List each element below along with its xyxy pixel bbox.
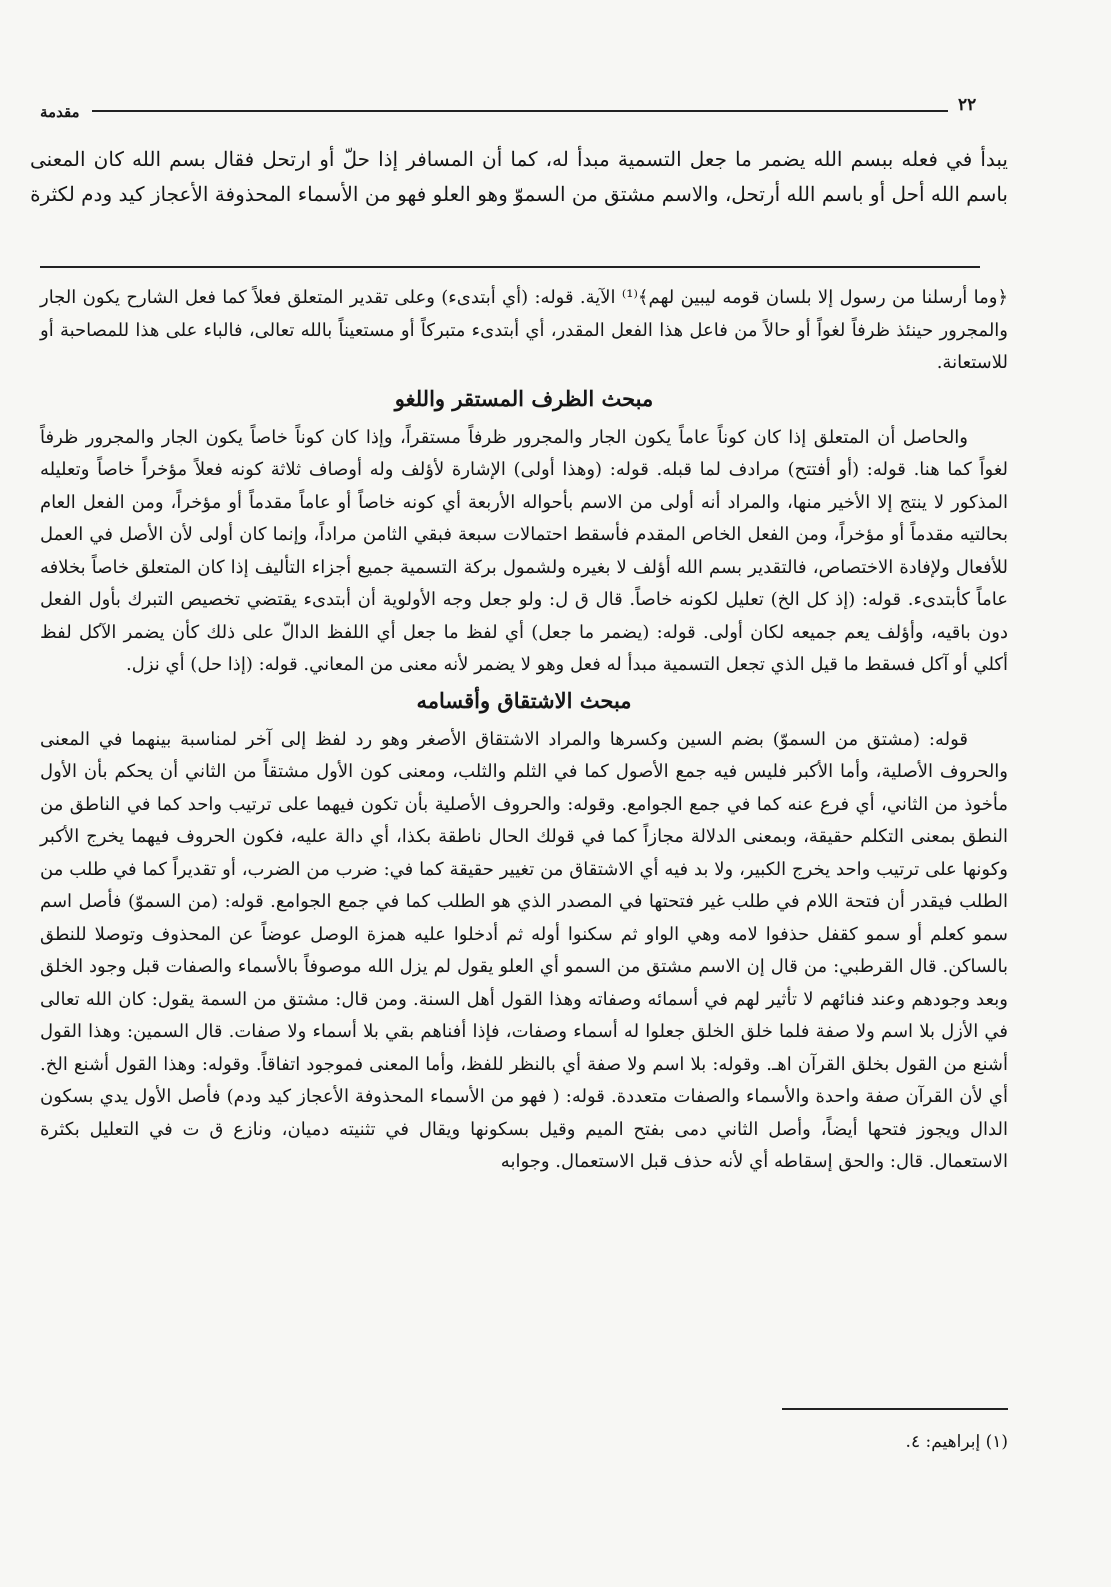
section-heading: مبحث الاشتقاق وأقسامه xyxy=(416,687,632,713)
commentary-paragraph: ﴿وما أرسلنا من رسول إلا بلسان قومه ليبين لهم﴾⁽¹⁾ الآية. قوله: (أي أبتدىء) وعلى تقدير المتعلق فعلاً كما فعل الشارح يكون الجار والمجرور حينئذ ظرفاً لغواً أو حالاً من فاعل هذا الفعل المقدر، أي أبتدىء متبركاً أو مستعيناً بالله تعالى، فالباء على هذا للمصاحبة أو للاستعانة. xyxy=(40,287,1008,373)
text-commentary-separator xyxy=(40,266,980,268)
header-rule xyxy=(92,110,948,112)
page-number: ٢٢ xyxy=(958,95,977,115)
footnote-separator xyxy=(782,1408,1008,1410)
page-header xyxy=(40,95,1008,125)
section-title: مقدمة xyxy=(40,103,80,121)
commentary-paragraph: والحاصل أن المتعلق إذا كان كوناً عاماً يكون الجار والمجرور ظرفاً مستقراً، وإذا كان كوناً خاصاً يكون الجار والمجرور ظرفاً لغواً كما هنا. قوله: (أو أفتتح) مرادف لما قبله. قوله: (وهذا أولى) الإشارة لأؤلف وله أوصاف ثلاثة كونه فعلاً مؤخراً خاصاً وتعليله المذكور لا ينتج إلا الأخير منها، والمراد أنه أولى من الاسم بأحواله الأربعة أي كونه خاصاً أو عاماً مقدماً أو مؤخراً، ومن الفعل العام بحالتيه مقدماً أو مؤخراً، ومن الفعل الخاص المقدم فأسقط احتمالات سبعة فبقي الثامن مراداً، وإنما كان أولى لأن الأصل في العمل للأفعال ولإفادة الاختصاص، فالتقدير بسم الله أؤلف لا بغيره ولشمول بركة التسمية جميع أجزاء التأليف إذا كان المتعلق خاصاً بخلافه عاماً كأبتدىء. قوله: (إذ كل الخ) تعليل لكونه خاصاً. قال ق ل: ولو جعل وجه الأولوية أن أبتدىء يقتضي تخصيص التبرك بأول الفعل دون باقيه، وأؤلف يعم جميعه لكان أولى. قوله: (يضمر ما جعل) أي لفظ ما جعل أي اللفظ الدالّ على ذلك كأن يضمر الآكل لفظ أكلي أو آكل فسقط ما قيل الذي تجعل التسمية مبدأ له فعل وهو لا يضمر لأنه معنى من المعاني. قوله: (إذا حل) أي نزل. xyxy=(40,426,1008,675)
main-text: يبدأ في فعله ببسم الله يضمر ما جعل التسمية مبدأ له، كما أن المسافر إذا حلّ أو ارتحل فقال بسم الله كان المعنى باسم الله أحل أو باسم الله أرتحل، والاسم مشتق من السموّ وهو العلو فهو من الأسماء المحذوفة الأعجاز كيد ودم لكثرة xyxy=(30,147,1008,206)
footnote: (١) إبراهيم: ٤. xyxy=(905,1432,1008,1452)
section-heading: مبحث الظرف المستقر واللغو xyxy=(394,385,654,411)
commentary xyxy=(40,282,1008,1179)
commentary-paragraph: قوله: (مشتق من السموّ) بضم السين وكسرها والمراد الاشتقاق الأصغر وهو رد لفظ إلى آخر لمناسبة بينهما في المعنى والحروف الأصلية، وأما الأكبر فليس فيه جمع الأصول كما في الثلم والثلب، ومعنى كون الأول مشتقاً من الثاني أن يحكم بأن الأول مأخوذ من الثاني، أي فرع عنه كما في جمع الجوامع. وقوله: والحروف الأصلية بأن تكون فيهما على ترتيب واحد كما في الناطق من النطق بمعنى التكلم حقيقة، وبمعنى الدلالة مجازاً كما في قولك الحال ناطقة بكذا، أي دالة عليه، فكون الحروف فيهما يخرج الأكبر وكونها على ترتيب واحد يخرج الكبير، ولا بد فيه أي الاشتقاق من تغيير حقيقة كما في: ضرب من الضرب، أو تقديراً كما في طلب من الطلب فيقدر أن فتحة اللام في طلب غير فتحتها في المصدر الذي هو الطلب كما في جمع الجوامع. قوله: (من السموّ) فأصل اسم سمو كعلم أو سمو كقفل حذفوا لامه وهي الواو ثم سكنوا أوله ثم أدخلوا عليه همزة الوصل عوضاً عن المحذوف وتوصلا للنطق بالساكن. قال القرطبي: من قال إن الاسم مشتق من السمو أي العلو يقول لم يزل الله موصوفاً بالأسماء والصفات قبل وجود الخلق وبعد وجودهم وعند فنائهم لا تأثير لهم في أسمائه وصفاته وهذا القول أهل السنة. ومن قال: مشتق من السمة يقول: كان الله تعالى في الأزل بلا اسم ولا صفة فلما خلق الخلق جعلوا له أسماء وصفات، فإذا أفناهم بقي بلا أسماء ولا صفات. قال السمين: وهذا القول أشنع من القول بخلق القرآن اهـ. وقوله: بلا اسم ولا صفة أي بالنظر للفظ، وأما المعنى فموجود اتفاقاً. وقوله: وهذا القول أشنع الخ. أي لأن القرآن صفة واحدة والأسماء والصفات متعددة. قوله: ( فهو من الأسماء المحذوفة الأعجاز كيد ودم) فأصل الأول يدي بسكون الدال ويجوز فتحها أيضاً، وأصل الثاني دمى بفتح الميم وقيل بسكونها ويقال في تثنيته دميان، ونازع ق ت في التعليل بكثرة الاستعمال. قال: والحق إسقاطه أي لأنه حذف قبل الاستعمال. وجوابه xyxy=(40,728,1009,1172)
